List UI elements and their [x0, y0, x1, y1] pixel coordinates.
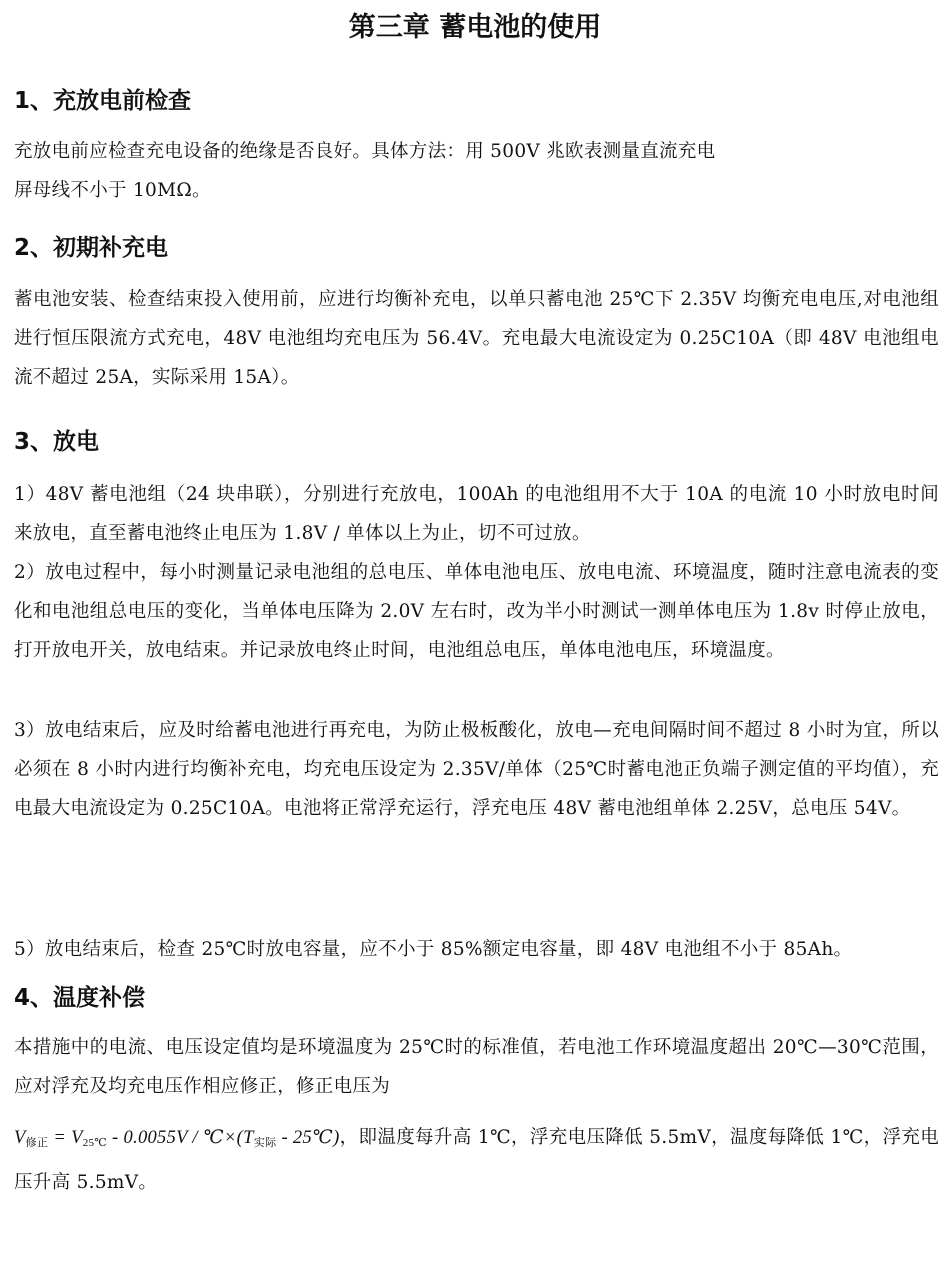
- section-heading-temperature-compensation: 4、温度补偿: [14, 985, 146, 1011]
- page-title: 第三章 蓄电池的使用: [348, 12, 602, 43]
- paragraph-discharge-3: 3）放电结束后，应及时给蓄电池进行再充电，为防止极板酸化，放电—充电间隔时间不超过 8 小时为宜，所以必须在 8 小时内进行均衡补充电，均充电压设定为 2.35V/单体（25℃时蓄电池正负端子测定值的平均值），充电最大电流设定为 0.25C10A。电池将正常浮充运行，浮充电压 48V 蓄电池组单体 2.25V，总电压 54V。: [14, 720, 939, 819]
- section-heading-initial-charge: 2、初期补充电: [14, 235, 169, 261]
- paragraph-discharge-5: 5）放电结束后，检查 25℃时放电容量，应不小于 85%额定电容量，即 48V 电池组不小于 85Ah。: [14, 939, 853, 960]
- paragraph-temperature-formula: [14, 1118, 939, 1202]
- paragraph-discharge-1: 1）48V 蓄电池组（24 块串联），分别进行充放电，100Ah 的电池组用不大于 10A 的电流 10 小时放电时间来放电，直至蓄电池终止电压为 1.8V / 单体以上为止，切不可过放。: [14, 484, 939, 544]
- paragraph-initial-charge: 蓄电池安装、检查结束投入使用前，应进行均衡补充电，以单只蓄电池 25℃下 2.35V 均衡充电电压,对电池组进行恒压限流方式充电，48V 电池组均充电压为 56.4V。充电最大电流设定为 0.25C10A（即 48V 电池组电流不超过 25A，实际采用 15A）。: [14, 289, 939, 388]
- paragraph-discharge-2: 2）放电过程中，每小时测量记录电池组的总电压、单体电池电压、放电电流、环境温度，随时注意电流表的变化和电池组总电压的变化，当单体电压降为 2.0V 左右时，改为半小时测试一测单体电压为 1.8v 时停止放电，打开放电开关，放电结束。并记录放电终止时间，电池组总电压，单体电池电压，环境温度。: [14, 562, 939, 661]
- paragraph-temperature-1: 本措施中的电流、电压设定值均是环境温度为 25℃时的标准值，若电池工作环境温度超出 20℃—30℃范围，应对浮充及均充电压作相应修正，修正电压为: [14, 1037, 939, 1097]
- section-heading-precheck: 1、充放电前检查: [14, 88, 192, 114]
- section-heading-discharge: 3、放电: [14, 429, 100, 455]
- formula-v-corrected: $V_{修正} = V_{25℃} - 0.0055V$ / $℃\times(T_{实际}$ - 25℃): [14, 1128, 340, 1149]
- formula-explanation: ，即温度每升高 1℃，浮充电压降低 5.5mV，温度每降低 1℃，浮充电压升高 5.5mV。: [14, 1127, 940, 1193]
- paragraph-precheck-2: 屏母线不小于 10MΩ。: [14, 180, 211, 201]
- paragraph-precheck-1: 充放电前应检查充电设备的绝缘是否良好。具体方法：用 500V 兆欧表测量直流充电: [14, 141, 716, 162]
